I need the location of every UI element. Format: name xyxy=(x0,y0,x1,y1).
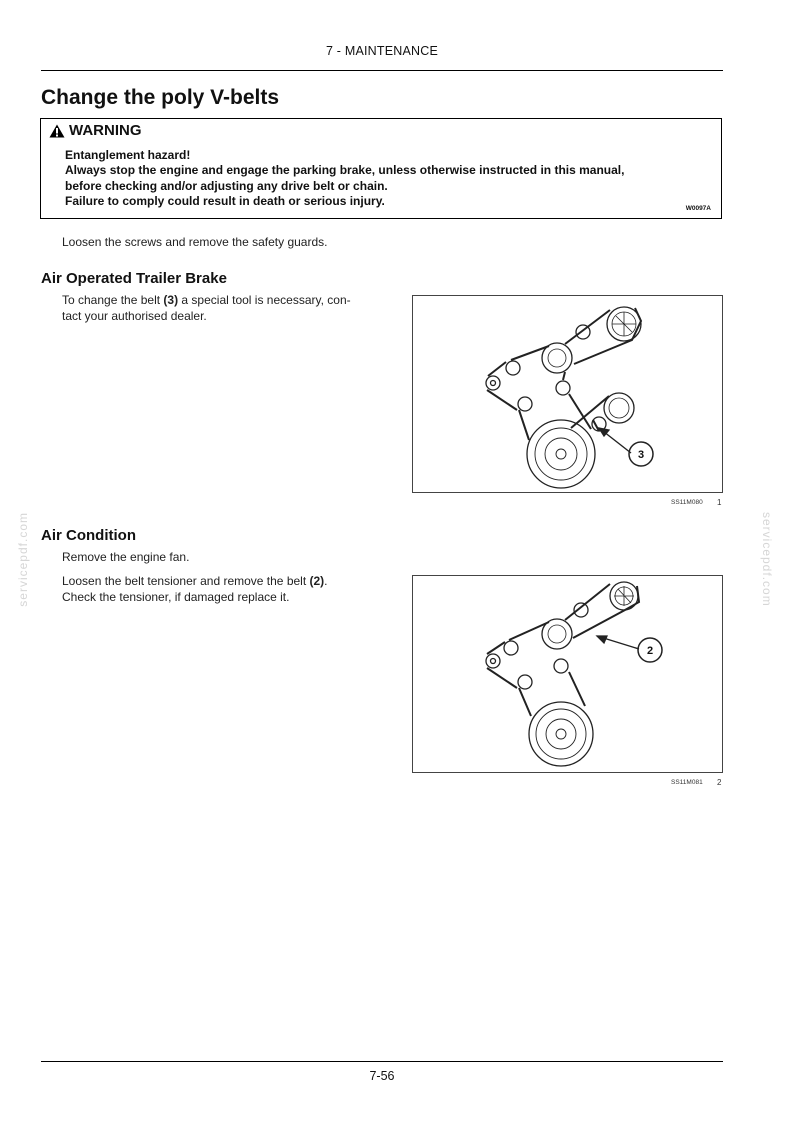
belt-diagram-figure-1 xyxy=(412,295,723,493)
warning-box xyxy=(40,118,722,219)
page-number: 7-56 xyxy=(369,1069,395,1083)
section2-text-b: . xyxy=(324,574,328,588)
figure2-number: 2 xyxy=(717,778,722,787)
section1-text-c: tact your authorised dealer. xyxy=(62,308,207,323)
section1-text-a: To change the belt xyxy=(62,293,164,307)
watermark-left: servicepdf.com xyxy=(16,512,30,607)
header-divider xyxy=(41,70,723,71)
callout-label-3: 3 xyxy=(637,449,645,461)
warning-triangle-icon xyxy=(49,124,65,138)
intro-text: Loosen the screws and remove the safety guards. xyxy=(62,235,328,249)
belt-diagram-2 xyxy=(413,576,722,772)
warning-line-2: Always stop the engine and engage the parking brake, unless otherwise instructed in this manual, xyxy=(65,163,625,178)
warning-text xyxy=(65,148,624,210)
callout-label-2: 2 xyxy=(646,645,654,657)
section2-para1: Remove the engine fan. xyxy=(62,550,190,564)
warning-line-3: before checking and/or adjusting any drive belt or chain. xyxy=(65,178,388,193)
figure1-ref: SS11M080 xyxy=(671,499,703,506)
page-title: Change the poly V-belts xyxy=(41,86,280,109)
section1-paragraph xyxy=(62,293,384,324)
figure2-ref: SS11M081 xyxy=(671,779,703,786)
section2-ref: (2) xyxy=(309,574,325,588)
section-header: 7 - MAINTENANCE xyxy=(325,44,439,58)
belt-diagram-1 xyxy=(413,296,722,492)
figure1-number: 1 xyxy=(717,498,722,507)
watermark-right: servicepdf.com xyxy=(760,512,774,607)
warning-code: W0097A xyxy=(685,205,711,212)
section1-text-b: a special tool is necessary, con- xyxy=(178,293,351,307)
section1-ref: (3) xyxy=(163,293,179,307)
warning-line-4: Failure to comply could result in death or serious injury. xyxy=(65,194,385,209)
section2-text-c: Check the tensioner, if damaged replace it. xyxy=(62,589,290,604)
section2-text-a: Loosen the belt tensioner and remove the belt xyxy=(62,574,310,588)
section-title-trailer-brake: Air Operated Trailer Brake xyxy=(41,270,227,287)
section-title-air-condition: Air Condition xyxy=(41,527,136,544)
warning-line-1: Entanglement hazard! xyxy=(65,148,191,162)
belt-diagram-figure-2 xyxy=(412,575,723,773)
warning-heading-label: WARNING xyxy=(69,122,142,139)
footer-divider xyxy=(41,1061,723,1062)
section2-paragraph xyxy=(62,574,384,605)
warning-heading xyxy=(49,122,142,139)
